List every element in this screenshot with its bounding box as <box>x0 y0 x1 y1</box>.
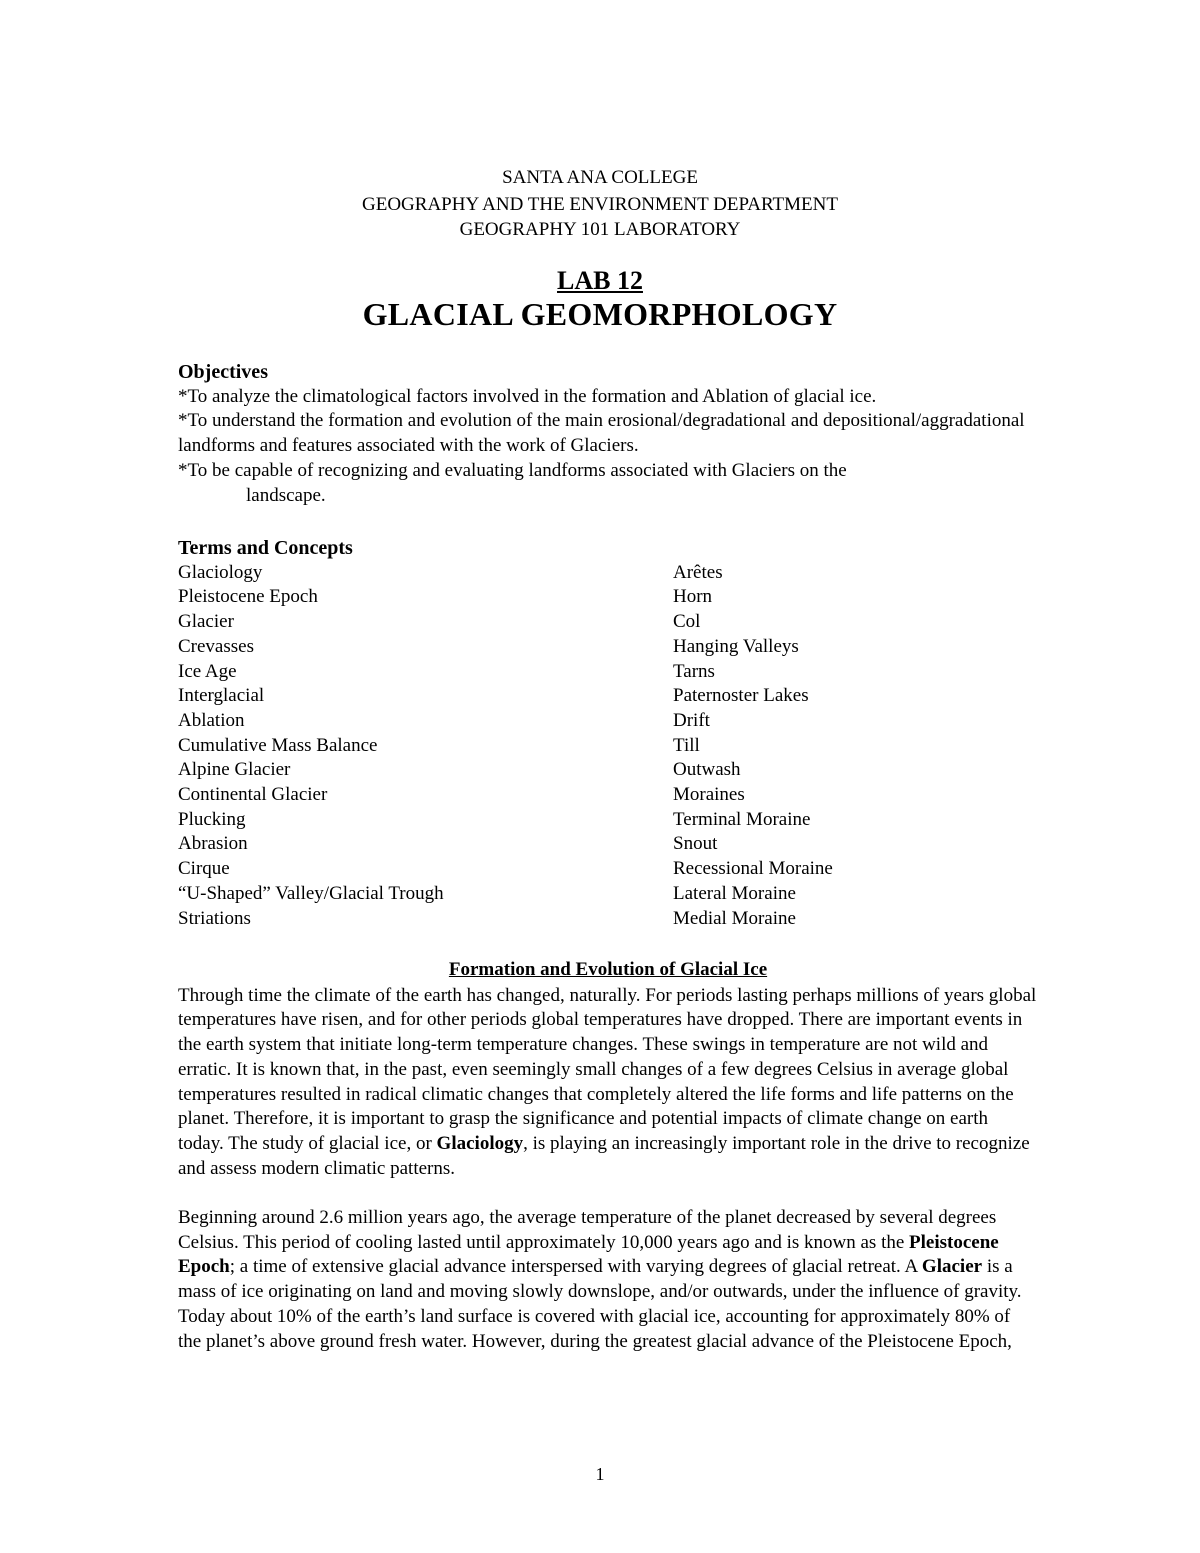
term-item: Terminal Moraine <box>673 808 811 830</box>
paragraph-text: , is playing an increasingly important role in the drive to recognize and assess modern climatic patterns. <box>178 1132 1030 1179</box>
page-number: 1 <box>595 1464 605 1484</box>
lab-number: LAB 12 <box>557 266 643 295</box>
term-item: Ablation <box>178 709 245 731</box>
term-item: Lateral Moraine <box>673 882 796 904</box>
objectives-section <box>178 360 1038 508</box>
term-item: Abrasion <box>178 833 248 855</box>
term-item: Hanging Valleys <box>673 635 799 657</box>
terms-heading: Terms and Concepts <box>178 537 353 559</box>
objectives-heading: Objectives <box>178 361 268 383</box>
section-heading: Formation and Evolution of Glacial Ice <box>448 959 768 980</box>
college-name: SANTA ANA COLLEGE <box>502 167 698 188</box>
department-name: GEOGRAPHY AND THE ENVIRONMENT DEPARTMENT <box>362 194 838 215</box>
terms-list <box>178 561 1038 932</box>
term-item: Paternoster Lakes <box>673 685 809 707</box>
term-item: “U-Shaped” Valley/Glacial Trough <box>178 882 444 904</box>
term-item: Striations <box>178 907 251 929</box>
paragraph-text: Beginning around 2.6 million years ago, the average temperature of the planet decreased by several degrees Celsius. This period of cooling lasted until approximately 10,000 years ago and is known as the <box>178 1207 997 1253</box>
term-item: Ice Age <box>178 660 237 682</box>
term-item: Arêtes <box>673 561 723 583</box>
term-item: Cumulative Mass Balance <box>178 734 378 756</box>
term-item: Tarns <box>673 660 715 682</box>
objective-item: *To understand the formation and evolution of the main erosional/degradational and depositional/aggradational landforms and features associated with the work of Glaciers. <box>178 410 1025 457</box>
term-item: Glacier <box>178 611 234 633</box>
objective-item-continuation: landscape. <box>246 484 326 506</box>
lab-title: GLACIAL GEOMORPHOLOGY <box>362 296 838 332</box>
term-item: Till <box>673 734 700 756</box>
course-name: GEOGRAPHY 101 LABORATORY <box>459 219 741 240</box>
terms-column-1 <box>178 561 673 932</box>
term-item: Drift <box>673 709 710 731</box>
objective-item: *To analyze the climatological factors involved in the formation and Ablation of glacial ice. <box>178 385 877 407</box>
term-item: Horn <box>673 586 713 608</box>
term-item: Snout <box>673 833 718 855</box>
terms-column-2 <box>673 561 1033 932</box>
term-item: Col <box>673 611 701 633</box>
paragraph-text: ; a time of extensive glacial advance interspersed with varying degrees of glacial retreat. A <box>229 1256 922 1278</box>
body-paragraph <box>178 1206 1038 1354</box>
term-item: Medial Moraine <box>673 907 796 929</box>
paragraph-text: Through time the climate of the earth has changed, naturally. For periods lasting perhaps millions of years global temperatures have risen, and for other periods global temperatures have dropped. There are important events in the earth system that initiate long-term temperature changes. These swings in temperature are not wild and erratic. It is known that, in the past, even seemingly small changes of a few degrees Celsius in average global temperatures resulted in radical climatic changes that completely altered the life forms and life patterns on the planet. Therefore, it is important to grasp the significance and potential impacts of climate change on earth today. The study of glacial ice, or <box>178 984 1037 1154</box>
term-glacier: Glacier <box>921 1256 983 1278</box>
term-pleistocene-epoch: Pleistocene Epoch <box>178 1231 999 1278</box>
term-item: Recessional Moraine <box>673 858 833 880</box>
paragraph-text: is a mass of ice originating on land and moving slowly downslope, and/or outwards, under the influence of gravity. Today about 10% of the earth’s land surface is covered with glacial ice, accounting for approximately 80% of the planet’s above ground fresh water. However, during the greatest glacial advance of the Pleistocene Epoch, <box>178 1256 1022 1352</box>
term-item: Cirque <box>178 858 230 880</box>
term-item: Outwash <box>673 759 741 781</box>
objective-item: *To be capable of recognizing and evaluating landforms associated with Glaciers on the <box>178 459 847 481</box>
term-item: Interglacial <box>178 685 265 707</box>
term-item: Continental Glacier <box>178 784 328 806</box>
body-paragraph <box>178 984 1038 1182</box>
term-item: Pleistocene Epoch <box>178 586 318 608</box>
term-item: Crevasses <box>178 635 254 657</box>
terms-section <box>178 536 1038 931</box>
document-header <box>0 165 1200 242</box>
term-item: Plucking <box>178 808 246 830</box>
term-item: Alpine Glacier <box>178 759 291 781</box>
term-item: Glaciology <box>178 561 263 583</box>
term-item: Moraines <box>673 784 745 806</box>
formation-section <box>178 958 1038 1379</box>
term-glaciology: Glaciology <box>436 1132 524 1154</box>
